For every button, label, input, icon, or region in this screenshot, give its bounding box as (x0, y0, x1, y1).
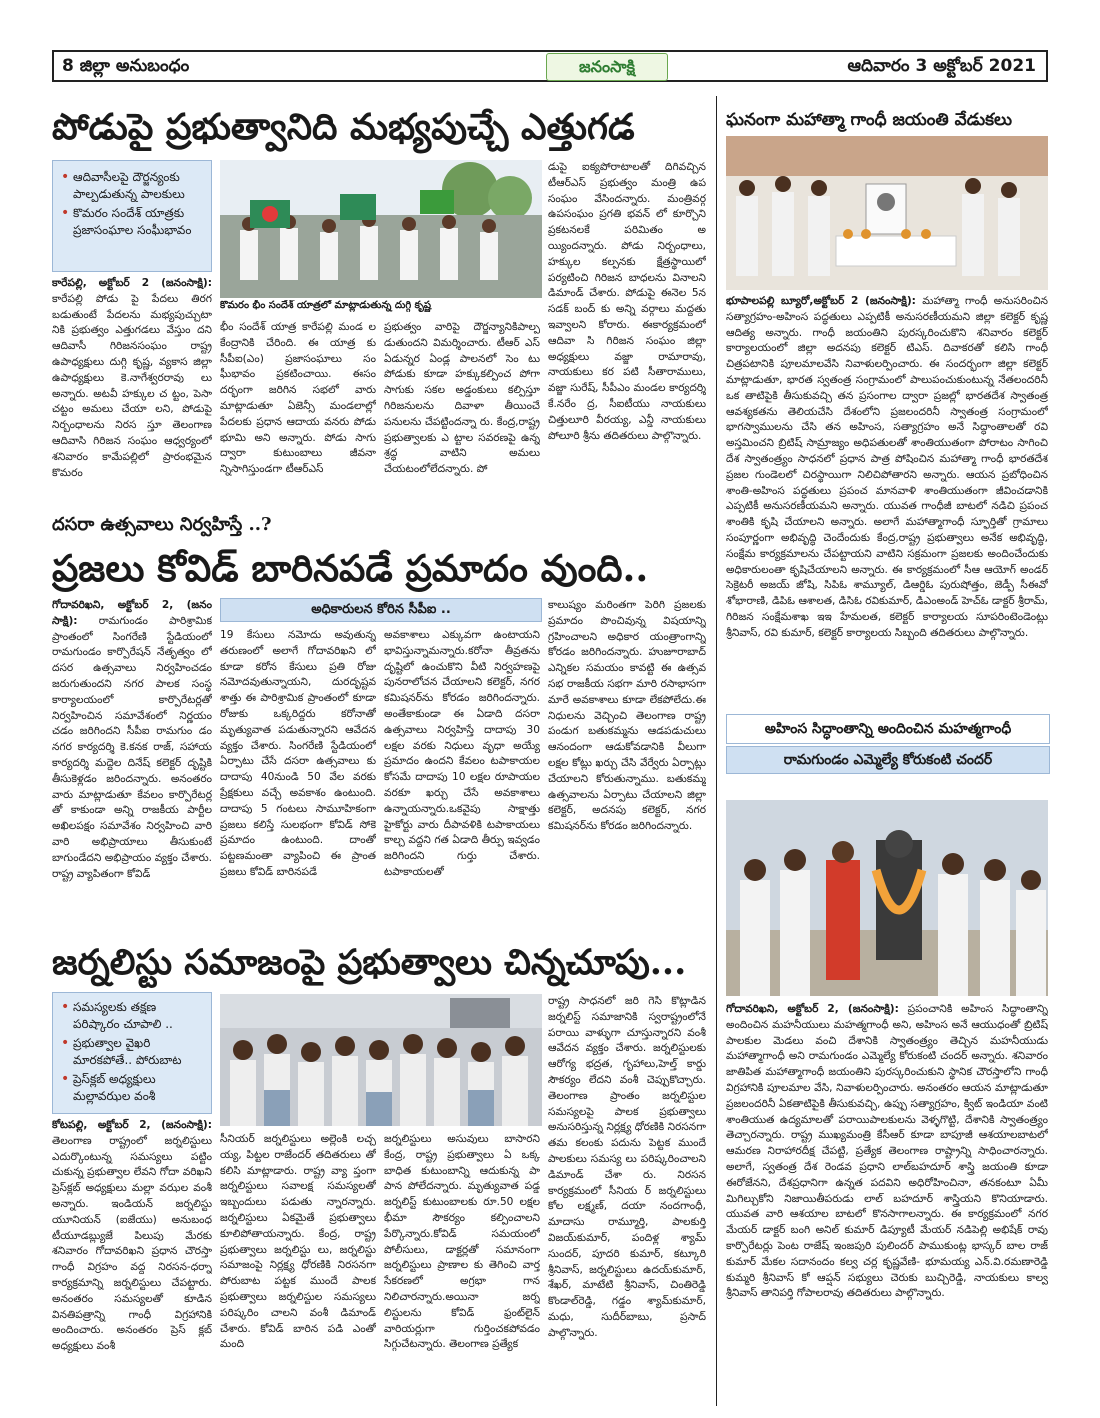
story1-photo-caption: కొమరం భీం సందేశ్ యాత్రలో మాట్లాడుతున్న దుగ్గి కృష్ణ (220, 300, 432, 311)
story3-body-3: అవకాశాలు ఎక్కువగా ఉంటాయని భావిస్తున్నామన్నారు.కరోనా తీవ్రతను దృష్టిలో ఉంచుకొని వీటి నిర్వహణపై పునరాలోచన చేయాలని కలెక్టర్, నగర కమిషనర్‌ను కోరడం జరిగిందన్నారు. అంతేకాకుండా ఈ ఏడాది దసరా ఉత్సవాలు నిర్వహిస్తే దాదాపు 30 లక్షల వరకు నిధులు వృధా అయ్యే ప్రమాదం ఉందని కేవలం టపాకాయల కోసమే దాదాపు 10 లక్షల రూపాయల వరకూ ఖర్చు చేసే అవకాశాలు ఉన్నాయన్నారు.ఒకవైపు సాక్షాత్తు హైకోర్టు వారు దీపావళికి టపాకాయలు కాల్చ వద్దని గత ఏడాది తీర్పు ఇవ్వడం జరిగిందని గుర్తు చేశారు. టపాకాయలతో (384, 629, 540, 878)
story1-body-1: కారేపల్లి పోడు పై పేదలు తిరగ బడుతుంటే పేదలను మభ్యపుచ్చుటా నికి ప్రభుత్వం ఎత్తుగడలు వేస్తుం దని ఆదివాసీ గిరిజనసంఘం రాష్ట్ర ఉపాధ్యక్షులు దుగ్గి కృష్ణ, వ్యకాస జిల్లా ఉపాధ్యక్షులు కె.నాగేశ్వరరావు లు అన్నారు. అటవీ హక్కుల చ ట్టం, పెసా చట్టం అమలు చేయా లని, పోడుపై నిర్బంధాలను నిరస స్తూ తెలంగాణ ఆదివాసి గిరిజన సంఘం ఆధ్వర్యంలో శనివారం కామేపల్లిలో ప్రారంభమైన కొమరం (52, 292, 212, 479)
story2-photo (726, 136, 1048, 290)
page-number-section: 8 జిల్లా అనుబంధం (62, 56, 190, 76)
story5-column-1 (52, 1118, 212, 1410)
story5-highlight: • ప్రభుత్వాల వైఖరి మారకపోతే.. పోరుబాట (59, 1035, 205, 1069)
story3-subhead: అధికారులన కోరిన సీపీఐ .. (220, 598, 542, 622)
story3-dateline: గోదావరిఖని, అక్టోబర్ 2, (జనం సాక్షి): (52, 599, 212, 627)
story2-headline: ఘనంగా మహాత్మా గాంధీ జయంతి వేడుకలు (726, 110, 1012, 130)
story3-headline: ప్రజలు కోవిడ్ బారినపడే ప్రమాదం వుంది.. (52, 546, 649, 590)
story3-body-4: కాలుష్యం మరింతగా పెరిగి ప్రజలకు ప్రమాదం పొంచివున్న విషయాన్ని గ్రహించాలని అధికార యంత్రాంగాన్ని కోరడం జరిగిందన్నారు. హుజూరాబాద్ ఎన్నికల సమయం కావట్టి ఈ ఉత్సవ సభ రాజకీయ సభగా మారి రసాభాసగా మారే అవకాశాలు కూడా లేకపోలేదు.ఈ నిధులను వెచ్చించి తెలంగాణ రాష్ట్ర పండుగ బతుకమ్మను ఆడపడుచులు ఆనందంగా ఆడుకోవడానికి వీలుగా లక్షల కోట్లు ఖర్చు చేసి వేర్వేరు ఏర్పాట్లు చేయాలని కోరుతున్నాము. బతుకమ్మ ఉత్సవాలను ఏర్పాటు చేయాలని జిల్లా కలెక్టర్, అదనపు కలెక్టర్, నగర కమిషనర్‌ను కోరడం జరిగిందన్నారు. (548, 599, 706, 833)
story5-column-2 (220, 1132, 376, 1410)
story5-highlight: • ప్రెస్‌క్లబ్ అధ్యక్షులు మల్లావఝల వంశీ (59, 1071, 205, 1105)
story5-highlights (52, 992, 212, 1114)
page-header (52, 50, 1048, 82)
statue-garlanding-photo-image (726, 800, 1048, 996)
story3-column-1 (52, 598, 212, 916)
story3-kicker: దసరా ఉత్సవాలు నిర్వహిస్తే ..? (52, 514, 272, 535)
story4-dateline: గోదావరిఖని, అక్టోబర్ 2, (జనంసాక్షి): (726, 1003, 899, 1015)
story4-body-column (726, 1002, 1048, 1410)
story1-highlight: • ఆదివాసీలపై దౌర్జన్యంకు పాల్పడుతున్న పాలకులు (59, 169, 205, 203)
story5-column-3 (384, 1132, 540, 1410)
story1-highlight: • కొమరం సందేశ్ యాత్రకు ప్రజాసంఘాల సంఘీభావం (59, 205, 205, 239)
story1-body-3: ప్రభుత్వం వారిపై దౌర్జన్యానికిపాల్ప డుతుందని విమర్శించారు. టీఆర్ ఎస్ ఏడున్నర ఏండ్ల పాలనలో సెం టు పోడుకు కూడా హక్కుకల్పించ పోగా సాగుకు సకల అడ్డంకులు కల్పిస్తూ గిరిజనులను దివాళా తీయించే పనులను చేపట్టిందన్నా రు. కేంద్ర,రాష్ట్ర ప్రభుత్వాలకు ఎ ట్టాల సవరణపై ఉన్న శ్రద్ధ వాటిని అమలు చేయటంలోలేదన్నారు. పో (384, 321, 540, 476)
story5-body-1: తెలంగాణ రాష్ట్రంలో జర్నలిస్టులు ఎదుర్కొంటున్న సమస్యలు పట్టిం చుకున్న ప్రభుత్వాల లేవని గోదా వరిఖని ప్రెస్‌క్లబ్ అధ్యక్షులు మల్లా వఝల వంశీ అన్నారు. ఇండియన్ జర్నలిస్టు యూనియన్ (ఐజేయు) అనుబంధ టీయూడబ్ల్యుజే పిలుపు మేరకు శనివారం గోదావరిఖని ప్రధాన చౌరస్తా గాంధీ విగ్రహం వద్ద నిరసన-ధర్నా కార్యక్రమాన్ని జర్నలిస్టులు చేపట్టారు. అనంతరం సమస్యలతో కూడిన వినతిపత్రాన్ని గాంధీ విగ్రహానికి అందించారు. అనంతరం ప్రెస్ క్లబ్ అధ్యక్షులు వంశీ (52, 1134, 212, 1353)
journalists-protest-photo-image (220, 994, 542, 1126)
story5-body-2: సీనియర్ జర్నలిస్టులు అల్లెంకి లచ్చ య్య, పిట్టల రాజేందర్ తదితరులు తో కలిసి మాట్లాడారు. రాష్ట్ర వ్యా ప్తంగా జర్నలిస్టులు సవాలక్ష సమస్యలతో ఇబ్బందులు పడుతు న్నారన్నారు. జర్నలిస్టులు ఏకమైతే ప్రభుత్వాలు కూలిపోతాయన్నారు. కేంద్ర, రాష్ట్ర ప్రభుత్వాలు జర్నలిస్టు లు, జర్నలిస్టు సమాజంపై నిర్లక్ష్య ధోరణికి నిరసనగా పోరుబాట పట్టక ముందే పాలక ప్రభుత్వాలు జర్నలిస్టుల సమస్యలు పరిష్కరిం చాలని వంశీ డిమాండ్ చేశారు. కోవిడ్ బారిన పడి ఎంతో మంది (220, 1133, 376, 1351)
story1-column-2 (220, 320, 376, 514)
story5-highlight: • సమస్యలకు తక్షణ పరిష్కారం చూపాలి .. (59, 999, 205, 1033)
story2-body: మహాత్మా గాంధీ అనుసరించిన సత్యాగ్రహం-అహింస పద్ధతులు ఎప్పటికీ అనుసరణీయమని జిల్లా కలెక్టర్ కృష్ణ ఆదిత్య అన్నారు. గాంధీ జయంతిని పురస్కరించుకొని శనివారం కలెక్టర్ కార్యాలయంలో జిల్లా అదనపు కలెక్టర్ టిఎస్. దివాకరతో కలిసి గాంధీ చిత్రపటానికి పూలమాలవేసి నివాళులర్పించారు. ఈ సందర్భంగా జిల్లా కలెక్టర్ మాట్లాడుతూ, భారత స్వతంత్ర సంగ్రామంలో పాలుపంచుకుంటున్న నేతలందరినీ ఒక తాటిపైకి తీసుకువచ్చి తన ప్రసంగాల ద్వారా ప్రజల్లో భారతదేశ స్వాతంత్ర ఆవశ్యకతను తెలియచేసి దేశంలోని ప్రజలందరినీ స్వాతంత్ర సంగ్రామంలో భాగస్వాములను చేసి తన అహింస, సత్యాగ్రహం అనే సిద్ధాంతాలతో రవి అస్తమించని బ్రిటిష్ సామ్రాజ్యం అధిపతులతో శాంతియుతంగా పోరాటం సాగించి దేశ స్వాతంత్ర్యం సాధనలో ప్రధాన పాత్ర పోషించిన మహాత్మా గాంధీ భారతదేశ ప్రజల గుండెలలో చిరస్థాయిగా నిలిచిపోతారని అన్నారు. ఆయన ప్రబోధించిన శాంతి-అహింస పద్ధతులు ప్రపంచ మానవాళి శాంతియుతంగా జీవించడానికి ఎప్పటికీ అనుసరణీయమని అన్నారు. యువత గాంధీజీ బాటలో నడిచి ప్రపంచ శాంతికి కృషి చేయాలని అన్నారు. అలాగే మహాత్మాగాంధీ స్ఫూర్తితో గ్రామాలు సంపూర్ణంగా అభివృద్ధి చెందేందుకు కేంద్ర,రాష్ట్ర ప్రభుత్వాలు అనేక అభివృద్ధి, సంక్షేమ కార్యక్రమాలను చేపట్టాయని వాటిని సక్రమంగా ప్రజలకు అందించేందుకు అధికారులంతా కృషిచేయాలని అన్నారు. ఈ కార్యక్రమంలో సీఆ ఆయోగ్ అండర్ సెక్రెటరీ అజయ్ జోషి, సిపిఓ శామ్యూల్, డిఆర్డిఓ పురుషోత్తం, జెడ్పీ సీఈవో శోభారాణి, డిపిఓ ఆశాలత, డిసిఓ రవికుమార్, డిఎంఅండ్ హెచ్ఓ డాక్టర్ శ్రీరామ్, గిరిజన సంక్షేమశాఖ ఇఇ హేమలత, కలెక్టర్ కార్యాలయ సూపరింటెండెంట్లు శ్రీనివాస్, రవి కుమార్, కలెక్టర్ కార్యాలయ సిబ్బంది తదితరులు పాల్గొన్నారు. (726, 295, 1048, 639)
story1-dateline: కారేపల్లి, అక్టోబర్ 2 (జనంసాక్షి): (52, 277, 212, 289)
story2-dateline: భూపాలపల్లి బ్యూరో,అక్టోబర్ 2 (జనంసాక్షి): (726, 295, 916, 307)
story1-highlights (52, 160, 212, 272)
story5-body-4: రాష్ట్ర సాధనలో జరి గెసి కొట్లాడిన జర్నలిస్ట్ సమాజానికి స్వరాష్ట్రంలోనే పరాయి వాళ్ళుగా చూస్తున్నారని వంశీ ఆవేదన వ్యక్తం చేశారు. జర్నలిస్టులకు ఆరోగ్య భద్రత, గృహాలు,హెల్త్ కార్డు సౌకర్యం లేదని వంశీ చెప్పుకొచ్చారు. తెలంగాణ ప్రాంతం జర్నలిస్టుల సమస్యలపై పాలక ప్రభుత్వాలు అనుసరిస్తున్న నిర్లక్ష్య ధోరణికి నిరసనగా తమ కలంకు పదును పెట్టక ముందే పాలకులు సమస్య లు పరిష్కరించాలని డిమాండ్ చేశా రు. నిరసన కార్యక్రమంలో సీనియ ర్ జర్నలిస్టులు కోల లక్ష్మణ్, దయా నందగాంధీ, మాదాసు రామ్మూర్తి, పాలకుర్తి విజయ్‌కుమార్, పందిళ్ల శ్యామ్ సుందర్, పూదరి కుమార్, కట్కూరి శ్రీనివాస్, జర్నలిస్టులు ఉదయ్‌కుమార్, శేఖర్, మాటేటి శ్రీనివాస్, చింతిరెడ్డి కొండాల్‌రెడ్డి, గడ్డం శ్యామ్‌కుమార్, మధు, సుదీర్‌బాబు, ప్రసాద్ పాల్గొన్నారు. (548, 995, 706, 1339)
story3-column-2 (220, 628, 376, 916)
story3-column-3 (384, 628, 540, 916)
story3-body-1: రామగుండం పారిశ్రామిక ప్రాంతంలో సింగరేణి స్టేడియంలో రామగుండం కార్పొరేషన్ నేతృత్వం లో దసర ఉత్సవాలు నిర్వహించడం జరుగుతుందని నగర పాలక సంస్థ కార్యాలయంలో కార్పొరేటర్లతో నిర్వహించిన సమావేశంలో నిర్ణయం చడం జరిగిందని సీపీఐ రామగుం డం నగర కార్యదర్శి కె.కనక రాజ్, సహాయ కార్యదర్శి మద్దెల దినేష్ కలెక్టర్ దృష్టికి తీసుకెళ్లడం జరిందన్నారు. అనంతరం వారు మాట్లాడుతూ కేవలం కార్పొరేటర్ల తో కాకుండా అన్ని రాజకీయ పార్టీల అఖిలపక్షం సమావేశం నిర్వహించి వారి వారి అభిప్రాయాలు తీసుకుంటే బాగుండేదని అభిప్రాయం వ్యక్తం చేశారు. రాష్ట్ర వ్యాపితంగా కోవిడ్ (52, 614, 212, 880)
story1-column-3 (384, 320, 540, 514)
masthead-logo: జనంసాక్షి (546, 53, 668, 81)
story4-body: ప్రపంచానికి అహింస సిద్ధాంతాన్ని అందించిన మహనీయులు మహత్మగాంధీ అని, అహింస అనే ఆయుధంతో బ్రిటిష్ పాలకుల మెడలు వంచి దేశానికి స్వాతంత్ర్యం తెచ్చిన మహనీయుడు మహాత్మాగాంధీ అని రామగుండం ఎమ్మెల్యే కోరుకంటి చందర్ అన్నారు. శనివారం జాతిపిత మహాత్మాగాంధీ జయంతిని పురస్కరించుకుని స్థానిక చౌరస్తాలోని గాంధీ విగ్రహానికి పూలమాల వేసి, నివాళులర్పించారు. అనంతరం ఆయన మాట్లాడుతూ ప్రజలందరినీ ఏకతాటిపైకి తీసుకువచ్చి, ఉప్పు సత్యాగ్రహం, క్విట్ ఇండియా వంటి శాంతియుత ఉద్యమాలతో పరాయిపాలకులను వెళ్ళగొట్టి, దేశానికి స్వాతంత్ర్యం తెచ్చారన్నారు. రాష్ట్ర ముఖ్యమంత్రి కేసీఆర్ కూడా బాపూజీ ఆశయాలబాటలో ఆమరణ నిరాహారదీక్ష చేపట్టి, ప్రత్యేక తెలంగాణ రాష్ట్రాన్ని సాధించారన్నారు. అలాగే, స్వతంత్ర దేశ రెండవ ప్రధాని లాల్‌బహదూర్ శాస్త్రి జయంతి కూడా ఈరోజేనని, దేశప్రధానిగా ఉన్నత పదవిని అధిరోహించినా, తనకంటూ ఏమీ మిగిల్చుకోని నిజాయితీపరుడు లాల్ బహదూర్ శాస్త్రియని కొనియాడారు. యువత వారి ఆశయాల బాటలో కొనసాగాలన్నారు. ఈ కార్యక్రమంలో నగర మేయర్ డాక్టర్ బంగి అనిల్ కుమార్ డిప్యూటీ మేయర్ నడిపెల్లి అభిషేక్ రావు కార్పొరేటర్లు పెంట రాజేష్ ఇంజపురి పులిందర్ పాముకుంట్ల భాస్కర్ బాల రాజ్ కుమార్ మేకల సదానందం కల్వ చర్ల కృష్ణవేణి- భూమయ్య ఎన్.వి.రమణారెడ్డి కుమ్మరి శ్రీనివాస్ కో ఆప్షన్ సభ్యులు చెరుకు బుచ్చిరెడ్డి, నాయకులు కాల్వ శ్రీనివాస్ తానిపర్తి గోపాలరావు తదితరులు పాల్గొన్నారు. (726, 1003, 1048, 1300)
story2-body-column (726, 294, 1048, 714)
story1-headline: పోడుపై ప్రభుత్వానిది మభ్యపుచ్చే ఎత్తుగడ (52, 106, 635, 148)
rally-photo-image (220, 160, 542, 298)
gandhi-jayanti-photo-image (726, 136, 1048, 290)
issue-date: ఆదివారం 3 అక్టోబర్ 2021 (847, 56, 1036, 76)
story3-body-2: 19 కేసులు నమోదు అవుతున్న తరుణంలో అలాగే గోదావరిఖని లో కూడా కరోన కేసులు ప్రతి రోజు నమోదవుతున్నాయని, దురదృష్టవ శాత్తు ఈ పారిశ్రామిక ప్రాంతంలో కూడా రోజుకు ఒక్కరిద్దరు కరోనాతో మృత్యువాత పడుతున్నారని ఆవేదన వ్యక్తం చేశారు. సింగరేణి స్టేడియంలో ఏర్పాటు చేసే దసరా ఉత్సవాలు కు దాదాపు 40నుండి 50 వేల వరకు ప్రేక్షకులు వచ్చే అవకాశం ఉంటుంది. దాదాపు 5 గంటలు సామూహికంగా ప్రజలు కలిస్తే సులభంగా కోవిడ్ సోకె ప్రమాదం ఉంటుంది. దాంతో పట్టణమంతా వ్యాపించి ఈ ప్రాంత ప్రజలు కోవిడ్ బారినపడే (220, 629, 376, 878)
column-divider (716, 96, 717, 1406)
story4-subhead: రామగుండం ఎమ్మెల్యే కోరుకంటి చందర్ (726, 746, 1050, 774)
story1-body-4: డుపై ఐక్యపోరాటాలతో దిగివచ్చిన టీఆర్ఎస్ ప్రభుత్వం మంత్రి ఉప సంఘం వేసిందన్నారు. మంత్రివర్గ ఉపసంఘం ప్రగతి భవన్ లో కూర్చొని ప్రకటనలకే పరిమితం అ య్యిందన్నారు. పోడు నిర్బంధాలు, హక్కుల కల్పనకు క్షేత్రస్థాయిలో పర్యటించి గిరిజన బాధలను వినాలని డిమాండ్ చేశారు. పోడుపై ఈనెల 5న సడక్ బంద్ కు అన్ని వర్గాలు మద్దతు ఇవ్వాలని కోరారు. ఈకార్యక్రమంలో ఆదివా సి గిరిజన సంఘం జిల్లా అధ్యక్షులు వజ్జా రామారావు, నాయకులు కర పటి సీతారాములు, వజ్జా సురేష్, సీపీఎం మండల కార్యదర్శి కే.నరేం ద్ర, సీఐటీయు నాయకులు చిత్తులూరి వీరయ్య, ఎన్డీ నాయకులు పోలూరి శ్రీను తదితరులు పాల్గొన్నారు. (548, 161, 706, 442)
story5-dateline: కోటపల్లి, అక్టోబర్ 2, (జనంసాక్షి): (52, 1119, 212, 1131)
story5-headline: జర్నలిస్టు సమాజంపై ప్రభుత్వాలు చిన్నచూపు... (52, 942, 687, 983)
story1-column-4 (548, 160, 706, 514)
story4-photo (726, 800, 1048, 996)
story4-headline: అహింస సిద్ధాంతాన్ని అందించిన మహత్మగాంధీ (726, 714, 1050, 744)
story1-body-2: భీం సందేశ్ యాత్ర కారేపల్లి మండ ల కేంద్రానికి చేరింది. ఈ యాత్ర కు సీపీఐ(ఎం) ప్రజాసంఘాలు సం ఘీభావం ప్రకటించాయి. ఈసం దర్భంగా జరిగిన సభలో వారు మాట్లాడుతూ ఏజెన్సీ మండలాల్లో పేదలకు ప్రధాన ఆదాయ వనరు పోడు భూమి అని అన్నారు. పోడు సాగు ద్వారా కుటుంబాలు జీవనా న్నిసాగిస్తుండగా టీఆర్ఎస్ (220, 321, 376, 476)
story5-photo (220, 994, 542, 1126)
story1-photo (220, 160, 542, 298)
story3-column-4 (548, 598, 706, 916)
story1-column-1 (52, 276, 212, 514)
story5-column-4 (548, 994, 706, 1410)
story5-body-3: జర్నలిస్టులు అసువులు బాసారని కేంద్ర, రాష్ట్ర ప్రభుత్వాలు ఏ ఒక్క బాధిత కుటుంబాన్ని ఆదుకున్న పా పాన పోలేదన్నారు. మృత్యువాత పడ్డ జర్నలిస్ట్ కుటుంబాలకు రూ.50 లక్షల భీమా సౌకర్యం కల్పించాలని పేర్కొన్నారు.కోవిడ్ సమయంలో పోలీసులు, డాక్టర్లతో సమానంగా జర్నలిస్టులు ప్రాణాల కు తెగించి వార్త సేకరణలో అగ్రభా గాన నిలిచారన్నారు.అయినా జర్న లిస్టులను కోవిడ్ ఫ్రంట్‌లైన్ వారియర్లుగా గుర్తించకపోవడం సిగ్గుచేటన్నారు. తెలంగాణ ప్రత్యేక (384, 1133, 540, 1351)
